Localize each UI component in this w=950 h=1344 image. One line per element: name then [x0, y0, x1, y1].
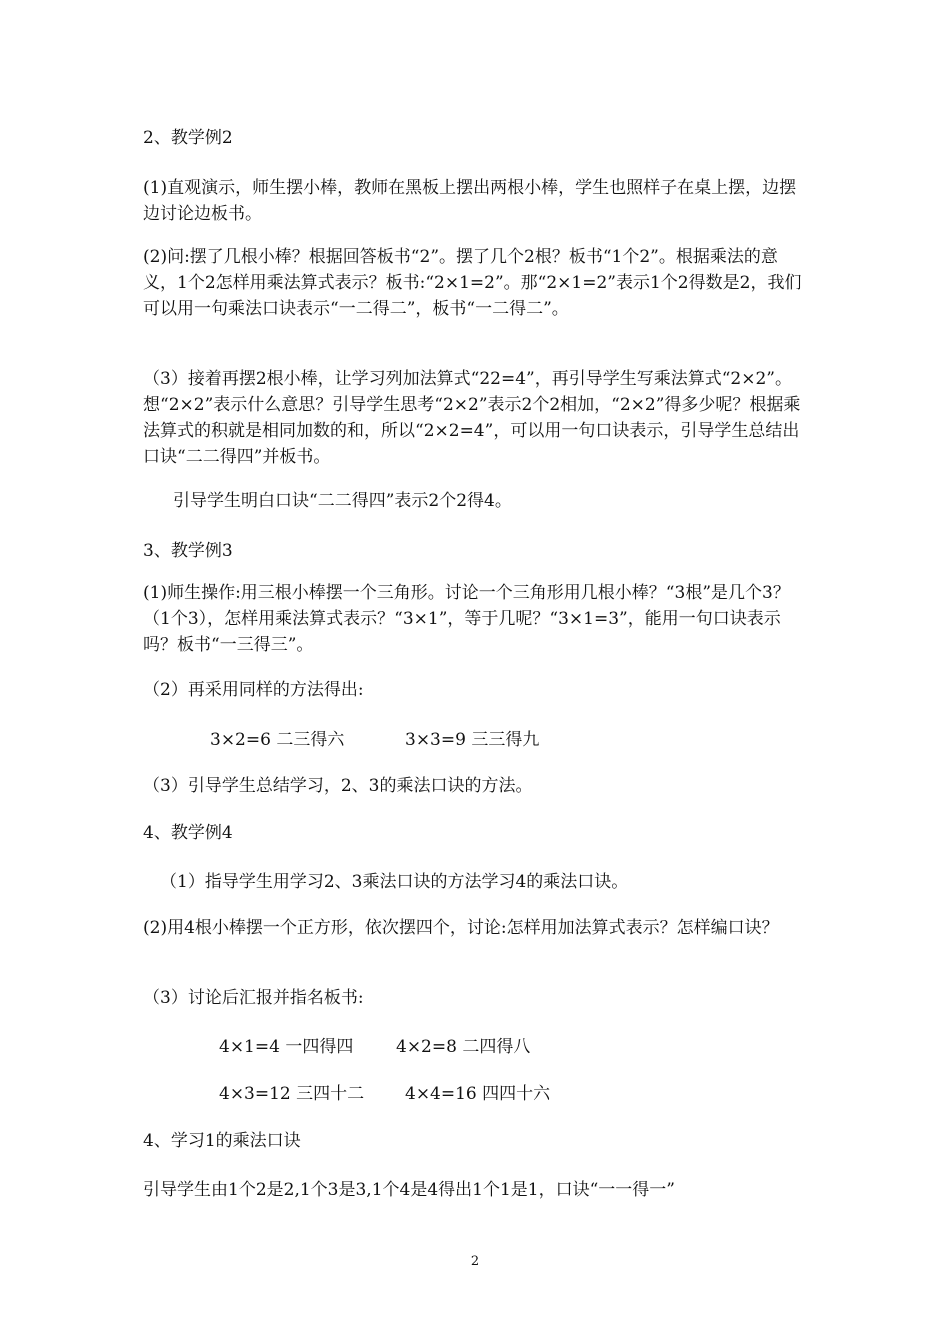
paragraph-3-3: （3）引导学生总结学习，2、3的乘法口诀的方法。: [143, 776, 533, 796]
formula-4x1: 4×1=4 一四得四: [219, 1037, 354, 1057]
formula-3x3: 3×3=9 三三得九: [405, 730, 540, 750]
heading-example-2: 2、教学例2: [143, 128, 233, 148]
formula-4x2: 4×2=8 二四得八: [396, 1037, 531, 1057]
paragraph-4-1: （1）指导学生用学习2、3乘法口诀的方法学习4的乘法口诀。: [160, 872, 629, 892]
paragraph-4-3: （3）讨论后汇报并指名板书:: [143, 988, 364, 1008]
paragraph-2-2: (2)问:摆了几根小棒？根据回答板书“2”。摆了几个2根？板书“1个2”。根据乘法的意义，1个2怎样用乘法算式表示？板书:“2×1=2”。那“2×1=2”表示1个2得数是2，我们可以用一句乘法口诀表示“一二得二”，板书“一二得二”。: [143, 247, 802, 319]
paragraph-learn-1: 引导学生由1个2是2,1个3是3,1个4是4得出1个1是1，口诀“一一得一”: [143, 1180, 675, 1200]
heading-example-4: 4、教学例4: [143, 823, 233, 843]
paragraph-2-3: （3）接着再摆2根小棒，让学习列加法算式“22=4”，再引导学生写乘法算式“2×2”。想“2×2”表示什么意思？引导学生思考“2×2”表示2个2相加，“2×2”得多少呢？根据乘法算式的积就是相同加数的和，所以“2×2=4”，可以用一句口诀表示，引导学生总结出口诀“二二得四”并板书。: [143, 369, 801, 467]
formula-4x3: 4×3=12 三四十二: [219, 1084, 365, 1104]
paragraph-3-2: （2）再采用同样的方法得出:: [143, 680, 364, 700]
heading-example-3: 3、教学例3: [143, 541, 233, 561]
paragraph-2-note: 引导学生明白口诀“二二得四”表示2个2得4。: [173, 491, 512, 511]
paragraph-2-1: (1)直观演示，师生摆小棒，教师在黑板上摆出两根小棒，学生也照样子在桌上摆，边摆边讨论边板书。: [143, 178, 797, 224]
heading-learn-1: 4、学习1的乘法口诀: [143, 1131, 301, 1151]
formula-4x4: 4×4=16 四四十六: [405, 1084, 551, 1104]
formula-3x2: 3×2=6 二三得六: [210, 730, 345, 750]
paragraph-4-2: (2)用4根小棒摆一个正方形，依次摆四个，讨论:怎样用加法算式表示？怎样编口诀？: [143, 918, 779, 938]
paragraph-3-1: (1)师生操作:用三根小棒摆一个三角形。讨论一个三角形用几根小棒？“3根”是几个3？（1个3），怎样用乘法算式表示？“3×1”，等于几呢？“3×1=3”，能用一句口诀表示吗？板书“一三得三”。: [143, 583, 790, 655]
page-number: 2: [470, 1254, 480, 1269]
